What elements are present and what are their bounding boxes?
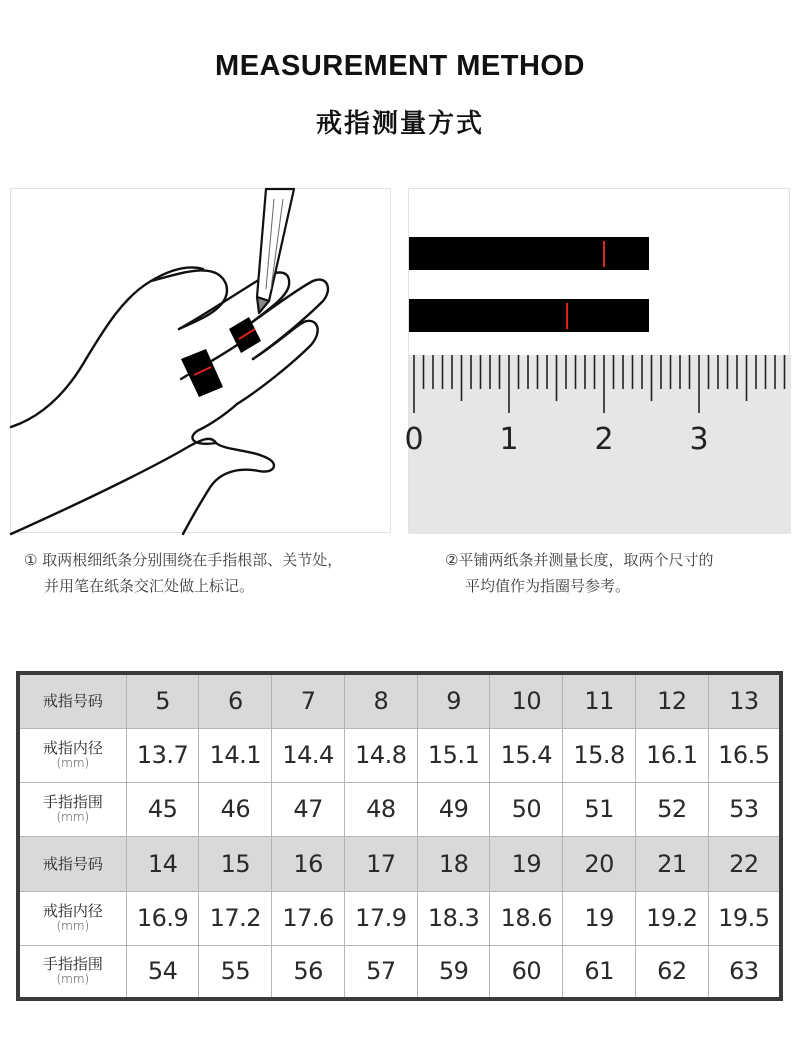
table-cell: 18.6 <box>490 891 563 945</box>
table-cell: 17.9 <box>344 891 417 945</box>
row-label-unit: (mm) <box>56 756 90 770</box>
table-cell: 63 <box>708 945 781 999</box>
ruler-label: 2 <box>594 422 614 457</box>
table-cell: 14.4 <box>272 728 345 782</box>
table-cell: 14.1 <box>199 728 272 782</box>
row-label-unit: (mm) <box>56 919 90 933</box>
row-label <box>18 945 126 999</box>
inner-diameter-row <box>18 891 781 945</box>
table-cell: 8 <box>344 673 417 728</box>
row-label-text: 戒指内径 <box>42 902 103 920</box>
paper-strip-bottom <box>409 299 649 332</box>
table-cell: 15.1 <box>417 728 490 782</box>
ruler-measure-illustration <box>404 188 790 533</box>
table-cell: 49 <box>417 782 490 836</box>
row-label-text: 戒指号码 <box>42 854 103 873</box>
row-label <box>18 782 126 836</box>
table-cell: 18 <box>417 836 490 891</box>
table-cell: 16.5 <box>708 728 781 782</box>
row-label <box>18 728 126 782</box>
row-label-text: 戒指号码 <box>42 692 103 711</box>
table-cell: 17.6 <box>272 891 345 945</box>
table-cell: 19 <box>563 891 636 945</box>
circumference-row <box>18 782 781 836</box>
table-cell: 15.4 <box>490 728 563 782</box>
table-cell: 62 <box>635 945 708 999</box>
table-cell: 15.8 <box>563 728 636 782</box>
table-cell: 50 <box>490 782 563 836</box>
row-label-unit: (mm) <box>56 972 90 987</box>
table-cell: 15 <box>199 836 272 891</box>
strip-mark-top <box>603 241 605 267</box>
table-cell: 18.3 <box>417 891 490 945</box>
hand-measure-illustration <box>10 188 391 533</box>
table-cell: 11 <box>563 673 636 728</box>
table-cell: 51 <box>563 782 636 836</box>
table-cell: 6 <box>199 673 272 728</box>
table-cell: 59 <box>417 945 490 999</box>
table-cell: 19 <box>490 836 563 891</box>
table-cell: 48 <box>344 782 417 836</box>
row-label-text: 戒指内径 <box>42 739 103 757</box>
table-cell: 13.7 <box>126 728 199 782</box>
hand-with-pen-measuring-ring-finger-icon <box>11 189 392 534</box>
table-cell: 20 <box>563 836 636 891</box>
table-cell: 61 <box>563 945 636 999</box>
table-cell: 14 <box>126 836 199 891</box>
table-cell: 10 <box>490 673 563 728</box>
table-cell: 45 <box>126 782 199 836</box>
table-cell: 60 <box>490 945 563 999</box>
table-cell: 9 <box>417 673 490 728</box>
table-cell: 17 <box>344 836 417 891</box>
row-label-unit: (mm) <box>56 810 90 824</box>
row-label <box>18 891 126 945</box>
table-cell: 7 <box>272 673 345 728</box>
table-cell: 47 <box>272 782 345 836</box>
table-cell: 5 <box>126 673 199 728</box>
table-cell: 22 <box>708 836 781 891</box>
table-cell: 56 <box>272 945 345 999</box>
table-cell: 16.9 <box>126 891 199 945</box>
row-label <box>18 673 126 728</box>
table-cell: 16.1 <box>635 728 708 782</box>
ring-size-row <box>18 836 781 891</box>
table-cell: 52 <box>635 782 708 836</box>
strip-mark-bottom <box>566 303 568 329</box>
step-1-caption <box>24 547 342 599</box>
step-2-caption <box>445 547 713 599</box>
step-1-line-2: 并用笔在纸条交汇处做上标记。 <box>44 577 255 595</box>
table-cell: 57 <box>344 945 417 999</box>
step-2-line-2: 平均值作为指圈号参考。 <box>465 577 631 595</box>
ring-size-table <box>16 671 783 1001</box>
table-cell: 19.5 <box>708 891 781 945</box>
table-cell: 54 <box>126 945 199 999</box>
table-cell: 55 <box>199 945 272 999</box>
inner-diameter-row <box>18 728 781 782</box>
paper-strips-on-ruler-icon <box>404 189 791 534</box>
row-label <box>18 836 126 891</box>
table-cell: 17.2 <box>199 891 272 945</box>
row-label-text: 手指指围 <box>42 955 103 974</box>
table-cell: 13 <box>708 673 781 728</box>
table-cell: 21 <box>635 836 708 891</box>
table-cell: 19.2 <box>635 891 708 945</box>
step-2-line-1: ②平铺两纸条并测量长度，取两个尺寸的 <box>445 551 714 569</box>
page-title-english: MEASUREMENT METHOD <box>215 50 585 82</box>
row-label-text: 手指指围 <box>42 793 103 811</box>
ruler-label: 3 <box>689 422 709 457</box>
circumference-row <box>18 945 781 999</box>
table-cell: 16 <box>272 836 345 891</box>
page-title-chinese: 戒指测量方式 <box>315 109 484 139</box>
ring-size-row <box>18 673 781 728</box>
paper-strip-top <box>409 237 649 270</box>
table-cell: 12 <box>635 673 708 728</box>
table-cell: 46 <box>199 782 272 836</box>
ruler-label: 1 <box>499 422 519 457</box>
ruler-label: 0 <box>404 422 424 457</box>
step-1-line-1: ① 取两根细纸条分别围绕在手指根部、关节处， <box>24 551 343 569</box>
table-cell: 53 <box>708 782 781 836</box>
table-cell: 14.8 <box>344 728 417 782</box>
